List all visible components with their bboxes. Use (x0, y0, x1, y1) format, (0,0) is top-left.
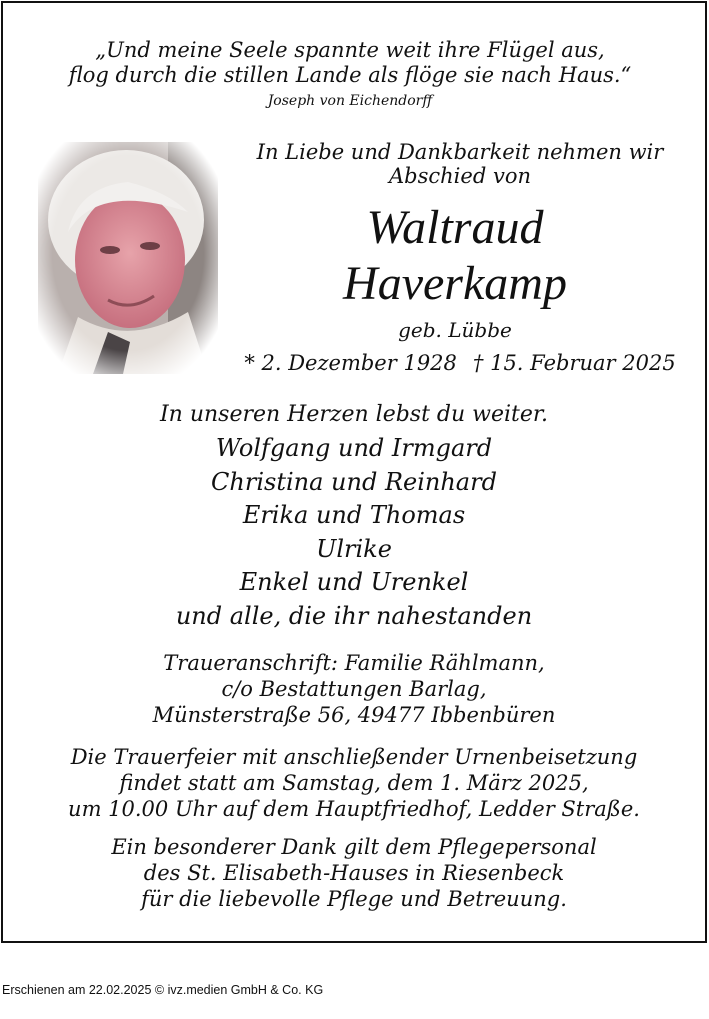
quote-line-2: flog durch die stillen Lande als flöge sie nach Haus.“ (68, 63, 632, 87)
family-member: Christina und Reinhard (211, 467, 497, 496)
poem-quote (40, 38, 660, 88)
address-line-1: Traueranschrift: Familie Rählmann, (163, 651, 545, 675)
quote-line-1: „Und meine Seele spannte weit ihre Flügel aus, (95, 38, 605, 62)
family-member: und alle, die ihr nahestanden (175, 601, 533, 630)
thanks-line-1: Ein besonderer Dank gilt dem Pflegepersonal (111, 835, 597, 859)
ceremony-line-1: Die Trauerfeier mit anschließender Urnenbeisetzung (70, 745, 638, 769)
family-member: Erika und Thomas (242, 501, 466, 529)
deceased-name (225, 200, 685, 312)
intro-line-2: Abschied von (389, 164, 531, 188)
maiden-name: geb. Lübbe (398, 318, 512, 342)
intro-text (225, 140, 695, 188)
thanks-line-2: des St. Elisabeth-Hauses in Riesenbeck (143, 861, 565, 885)
family-member: Wolfgang und Irmgard (215, 434, 493, 462)
first-name: Waltraud (366, 201, 544, 254)
publication-footer: Erschienen am 22.02.2025 © ivz.medien GmbH & Co. KG (2, 983, 324, 997)
ceremony-line-3: um 10.00 Uhr auf dem Hauptfriedhof, Ledder Straße. (68, 797, 640, 821)
thanks-note (40, 834, 668, 912)
mourning-address (50, 650, 658, 728)
closing-line: In unseren Herzen lebst du weiter. (159, 402, 549, 427)
address-line-3: Münsterstraße 56, 49477 Ibbenbüren (152, 703, 556, 727)
ceremony-line-2: findet statt am Samstag, dem 1. März 2025, (119, 771, 589, 795)
portrait-photo (38, 142, 218, 374)
ceremony-info (40, 744, 668, 822)
death-date: † 15. Februar 2025 (472, 351, 676, 375)
quote-author: Joseph von Eichendorff (267, 93, 433, 109)
life-dates (225, 351, 695, 375)
intro-line-1: In Liebe und Dankbarkeit nehmen wir (256, 140, 664, 164)
family-member: Enkel und Urenkel (239, 568, 469, 596)
last-name: Haverkamp (343, 257, 567, 310)
birth-date: * 2. Dezember 1928 (244, 351, 457, 375)
family-member: Ulrike (316, 534, 392, 563)
address-line-2: c/o Bestattungen Barlag, (221, 677, 487, 701)
family-block (50, 398, 658, 633)
thanks-line-3: für die liebevolle Pflege und Betreuung. (141, 887, 567, 911)
